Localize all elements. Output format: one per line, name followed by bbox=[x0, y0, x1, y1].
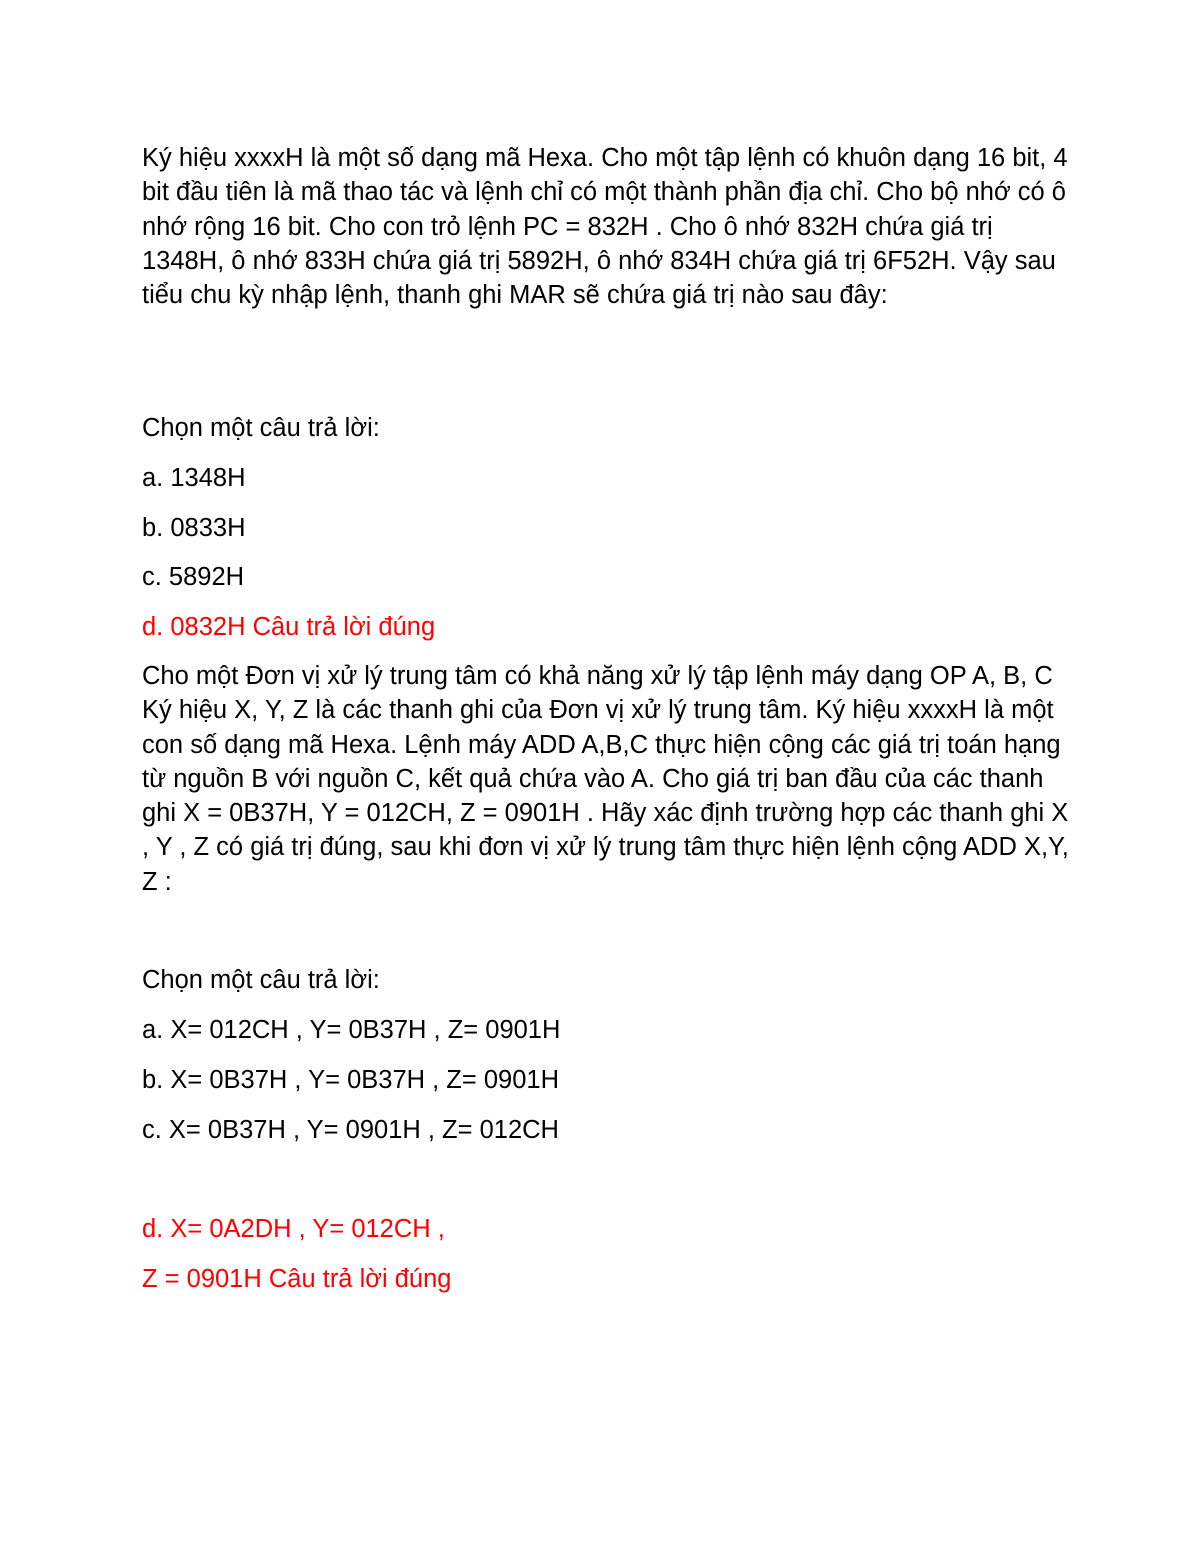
question-1-option-a: a. 1348H bbox=[142, 464, 246, 492]
question-1-option-b: b. 0833H bbox=[142, 514, 246, 542]
question-1-prompt: Chọn một câu trả lời: bbox=[142, 414, 380, 442]
question-2-option-d-correct-continued: Z = 0901H Câu trả lời đúng bbox=[142, 1265, 452, 1293]
question-2-option-a: a. X= 012CH , Y= 0B37H , Z= 0901H bbox=[142, 1016, 561, 1044]
question-1-option-d-correct: d. 0832H Câu trả lời đúng bbox=[142, 613, 436, 641]
question-2-prompt: Chọn một câu trả lời: bbox=[142, 966, 380, 994]
question-1-text: Ký hiệu xxxxH là một số dạng mã Hexa. Cho một tập lệnh có khuôn dạng 16 bit, 4 bit đầu tiên là mã thao tác và lệnh chỉ có một thành phần địa chỉ. Cho bộ nhớ có ô nhớ rộng 16 bit. Cho con trỏ lệnh PC = 832H . Cho ô nhớ 832H chứa giá trị 1348H, ô nhớ 833H chứa giá trị 5892H, ô nhớ 834H chứa giá trị 6F52H. Vậy sau tiểu chu kỳ nhập lệnh, thanh ghi MAR sẽ chứa giá trị nào sau đây: bbox=[142, 144, 1068, 310]
question-2-option-b: b. X= 0B37H , Y= 0B37H , Z= 0901H bbox=[142, 1066, 560, 1094]
question-2-text: Cho một Đơn vị xử lý trung tâm có khả năng xử lý tập lệnh máy dạng OP A, B, C Ký hiệu X, Y, Z là các thanh ghi của Đơn vị xử lý trung tâm. Ký hiệu xxxxH là một con số dạng mã Hexa. Lệnh máy ADD A,B,C thực hiện cộng các giá trị toán hạng từ nguồn B với nguồn C, kết quả chứa vào A. Cho giá trị ban đầu của các thanh ghi X = 0B37H, Y = 012CH, Z = 0901H . Hãy xác định trường hợp các thanh ghi X , Y , Z có giá trị đúng, sau khi đơn vị xử lý trung tâm thực hiện lệnh cộng ADD X,Y, Z : bbox=[142, 662, 1069, 896]
question-1-option-c: c. 5892H bbox=[142, 563, 245, 591]
question-2-option-c: c. X= 0B37H , Y= 0901H , Z= 012CH bbox=[142, 1116, 559, 1144]
question-2-option-d-correct: d. X= 0A2DH , Y= 012CH , bbox=[142, 1215, 445, 1243]
